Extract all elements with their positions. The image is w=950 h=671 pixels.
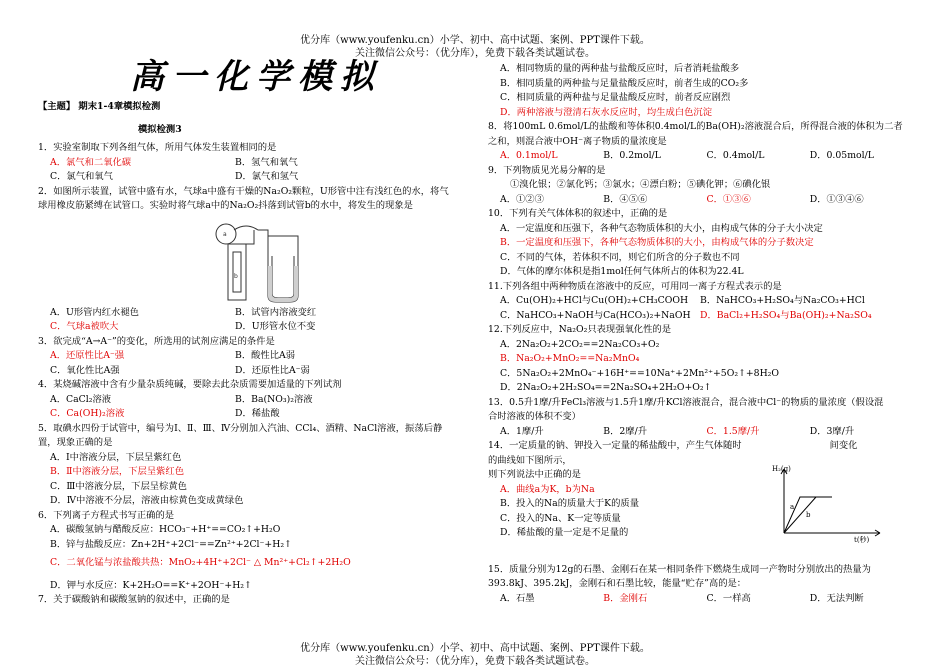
q1-option-a: A．氯气和二氧化碳 <box>50 156 132 168</box>
q7-option-c: C．相同质量的两种盐与足量盐酸反应时，前者反应剧烈 <box>500 92 731 103</box>
q13-option-a: A．1摩/升 <box>500 425 544 437</box>
q7-option-d: D．两种溶液与澄清石灰水反应时，均生成白色沉淀 <box>500 106 712 118</box>
q10-option-a: A．一定温度和压强下，各种气态物质体积的大小，由构成气体的分子大小决定 <box>500 222 823 234</box>
page-title: 高一化学模拟 <box>130 57 382 97</box>
question-6: 6．下列离子方程式书写正确的是 <box>38 509 175 521</box>
topic-line: 【主题】 期末1-4章模拟检测 <box>38 101 161 112</box>
right-column <box>488 62 913 606</box>
q4-option-b: B．Ba(NO₃)₂溶液 <box>235 393 313 405</box>
q11-option-c: C．NaHCO₃+NaOH与Ca(HCO₃)₂+NaOH <box>500 309 691 321</box>
question-3: 3．欲完成“A→A⁻”的变化，所选用的试剂应满足的条件是 <box>38 335 275 347</box>
question-14-line-1-tail: 间变化 <box>829 440 858 451</box>
q6-option-c: C．二氧化锰与浓盐酸共热：MnO₂+4H⁺+2Cl⁻ △ Mn²⁺+Cl₂↑+2H₂O <box>50 557 351 568</box>
question-2-line-2: 球用橡皮筋紧缚在试管口。实验时将气球a中的Na₂O₂抖落到试管b的水中，将发生的现象是 <box>38 200 413 211</box>
q14-option-b: B．投入的Na的质量大于K的质量 <box>500 498 640 509</box>
question-15-line-1: 15．质量分别为12g的石墨、金刚石在某一相同条件下燃烧生成同一产物时分别放出的热量为 <box>488 563 871 575</box>
q15-option-a: A．石墨 <box>500 592 535 604</box>
q2-option-d: D．U形管水位不变 <box>235 321 316 332</box>
left-column <box>38 57 468 608</box>
q10-option-c: C．不同的气体，若体积不同，则它们所含的分子数也不同 <box>500 251 740 263</box>
question-14-line-1: 14．一定质量的钠、钾投入一定量的稀盐酸中，产生气体随时 <box>488 440 742 451</box>
question-9: 9．下列物质见光易分解的是 <box>488 164 606 176</box>
svg-text:b: b <box>234 272 238 280</box>
q12-option-a: A．2Na₂O₂+2CO₂==2Na₂CO₃+O₂ <box>500 338 660 350</box>
q4-option-c: C．Ca(OH)₂溶液 <box>50 408 125 419</box>
q11-option-b: B．NaHCO₃+H₂SO₄与Na₂CO₃+HCl <box>700 295 865 306</box>
question-13-line-1: 13．0.5升1摩/升FeCl₃溶液与1.5升1摩/升KCl溶液混合，混合液中Cl⁻的物质的量浓度（假设混 <box>488 396 884 408</box>
header-line-1: 优分库（www.youfenku.cn）小学、初中、高中试题、案例、PPT课件下载。 <box>300 35 650 46</box>
q8-option-d: D．0.05mol/L <box>809 150 874 161</box>
q4-option-a: A．CaCl₂溶液 <box>50 393 112 405</box>
question-12: 12.下列反应中，Na₂O₂只表现强氧化性的是 <box>488 324 671 335</box>
q10-option-b: B．一定温度和压强下，各种气态物质体积的大小，由构成气体的分子数决定 <box>500 237 814 248</box>
q3-option-d: D．还原性比A⁻弱 <box>235 364 310 376</box>
q15-option-b: B．金刚石 <box>603 592 648 604</box>
q5-option-a: A．Ⅰ中溶液分层，下层呈紫红色 <box>50 451 182 463</box>
q3-option-a: A．还原性比A⁻强 <box>50 350 125 361</box>
header-line-2: 关注微信公众号：（优分库），免费下载各类试题试卷。 <box>355 48 595 59</box>
q14-option-d: D．稀盐酸的量一定是不足量的 <box>500 527 629 538</box>
q9-list: ①溴化银；②氯化钙；③氯水；④漂白粉；⑤碘化钾；⑥碘化银 <box>510 179 771 190</box>
question-2-line-1: 2．如图所示装置，试管中盛有水，气球a中盛有干燥的Na₂O₂颗粒，U形管中注有浅红色的水，将气 <box>38 185 449 197</box>
q2-option-b: B．试管内溶液变红 <box>235 306 317 318</box>
q13-option-c: C．1.5摩/升 <box>706 425 760 437</box>
footer-line-1: 优分库（www.youfenku.cn）小学、初中、高中试题、案例、PPT课件下载。 <box>300 643 650 654</box>
q11-option-d: D．BaCl₂+H₂SO₄与Ba(OH)₂+Na₂SO₄ <box>700 309 872 321</box>
q14-graph <box>770 461 890 543</box>
question-14-line-3: 则下列说法中正确的是 <box>488 469 581 480</box>
q15-option-d: D．无法判断 <box>809 592 864 604</box>
q2-option-a: A．U形管内红水褪色 <box>50 306 139 318</box>
q8-option-b: B．0.2mol/L <box>603 150 661 161</box>
q5-option-c: C．Ⅲ中溶液分层，下层呈棕黄色 <box>50 480 187 492</box>
q10-option-d: D．气体的摩尔体积是指1mol任何气体所占的体积为22.4L <box>500 266 744 277</box>
q12-option-d: D．2Na₂O₂+2H₂SO₄==2Na₂SO₄+2H₂O+O₂↑ <box>500 382 712 393</box>
footer-line-2: 关注微信公众号：（优分库），免费下载各类试题试卷。 <box>355 656 595 667</box>
curve-b-label: b <box>806 511 811 519</box>
y-axis-label: H₂(g) <box>772 465 791 473</box>
question-5-line-2: 置，现象正确的是 <box>38 437 113 448</box>
q14-option-c: C．投入的Na、K一定等质量 <box>500 512 621 524</box>
question-13-line-2: 合时溶液的体积不变） <box>488 411 581 422</box>
test-tube-b <box>233 252 241 292</box>
q7-option-b: B．相同质量的两种盐与足量盐酸反应时，前者生成的CO₂多 <box>500 77 749 89</box>
question-8-line-2: 之和，则混合液中OH⁻离子物质的量浓度是 <box>488 135 667 147</box>
rubber-tube <box>234 226 268 238</box>
question-10: 10．下列有关气体体积的叙述中，正确的是 <box>488 208 668 219</box>
q7-option-a: A．相同物质的量的两种盐与盐酸反应时，后者消耗盐酸多 <box>500 63 740 74</box>
q15-option-c: C．一样高 <box>706 592 751 604</box>
q6-option-a: A．碳酸氢钠与醋酸反应：HCO₃⁻+H⁺==CO₂↑+H₂O <box>50 524 281 535</box>
question-15-line-2: 393.8kJ、395.2kJ，金刚石和石墨比较，能量“贮存”高的是： <box>488 578 747 589</box>
q1-option-d: D．氯气和氢气 <box>235 171 299 182</box>
q11-option-a: A．Cu(OH)₂+HCl与Cu(OH)₂+CH₃COOH <box>500 295 689 306</box>
q1-option-c: C．氯气和氧气 <box>50 171 113 182</box>
q9-option-a: A．①②③ <box>500 193 544 205</box>
q9-option-b: B．④⑤⑥ <box>603 193 648 205</box>
question-4: 4．某烧碱溶液中含有少量杂质纯碱，要除去此杂质需要加适量的下列试剂 <box>38 379 342 390</box>
q3-option-b: B．酸性比A弱 <box>235 350 296 361</box>
subtitle: 模拟检测3 <box>138 123 182 135</box>
q5-option-d: D．Ⅳ中溶液不分层，溶液由棕黄色变成黄绿色 <box>50 495 244 506</box>
q5-option-b: B．Ⅱ中溶液分层，下层呈紫红色 <box>50 466 185 477</box>
q2-option-c: C．气球a被吹大 <box>50 321 119 332</box>
q13-option-d: D．3摩/升 <box>809 425 855 437</box>
q8-option-c: C．0.4mol/L <box>706 150 765 161</box>
q13-option-b: B．2摩/升 <box>603 425 648 437</box>
q9-option-d: D．①③④⑥ <box>809 193 864 205</box>
q3-option-c: C．氧化性比A强 <box>50 364 120 376</box>
curve-b <box>784 497 816 533</box>
q9-option-c: C．①③⑥ <box>706 193 751 205</box>
q12-option-b: B．Na₂O₂+MnO₂==Na₂MnO₄ <box>500 353 640 364</box>
q1-option-b: B．氢气和氧气 <box>235 156 298 168</box>
q8-option-a: A．0.1mol/L <box>500 150 558 161</box>
question-14-line-2: 的曲线如下图所示， <box>488 454 572 466</box>
svg-text:a: a <box>223 230 227 238</box>
q14-option-a: A．曲线a为K，b为Na <box>500 483 595 495</box>
question-1: 1．实验室制取下列各组气体，所用气体发生装置相同的是 <box>38 142 277 153</box>
page-footer <box>0 642 950 668</box>
question-7: 7．关于碳酸钠和碳酸氢钠的叙述中，正确的是 <box>38 594 230 605</box>
apparatus-figure <box>38 214 468 306</box>
q6-option-b: B．锌与盐酸反应：Zn+2H⁺+2Cl⁻==Zn²⁺+2Cl⁻+H₂↑ <box>50 538 292 550</box>
question-5-line-1: 5．取碘水四份于试管中，编号为Ⅰ、Ⅱ、Ⅲ、Ⅳ分别加入汽油、CCl₄、酒精、NaCl溶液，振荡后静 <box>38 422 443 434</box>
question-11: 11.下列各组中两种物质在溶液中的反应，可用同一离子方程式表示的是 <box>488 280 782 292</box>
question-14 <box>488 439 913 541</box>
apparatus-diagram <box>206 216 316 304</box>
q6-option-d: D．钾与水反应：K+2H₂O==K⁺+2OH⁻+H₂↑ <box>50 579 252 591</box>
question-8-line-1: 8．将100mL 0.6mol/L的盐酸和等体积0.4mol/L的Ba(OH)₂溶液混合后，所得混合液的体积为二者 <box>488 121 903 132</box>
curve-a-label: a <box>790 503 795 511</box>
x-axis-label: t(秒) <box>854 536 870 543</box>
q12-option-c: C．5Na₂O₂+2MnO₄⁻+16H⁺==10Na⁺+2Mn²⁺+5O₂↑+8H₂O <box>500 367 780 379</box>
q4-option-d: D．稀盐酸 <box>235 408 280 419</box>
